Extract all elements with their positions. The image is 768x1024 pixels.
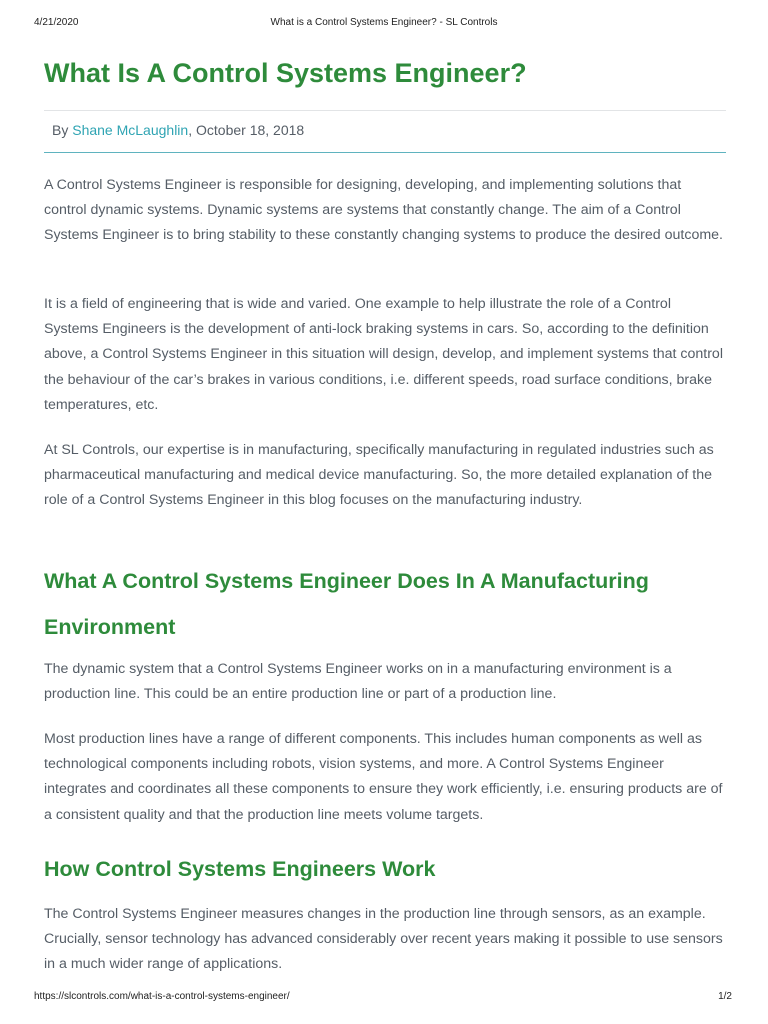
paragraph: The dynamic system that a Control Systems Engineer works on in a manufacturing environment is a production line. This could be an entire production line or part of a production line. [44,661,672,703]
print-footer [34,991,734,1005]
print-url: https://slcontrols.com/what-is-a-control-systems-engineer/ [34,991,290,1002]
page-number: 1/2 [718,991,732,1002]
print-page-title: What is a Control Systems Engineer? - SL Controls [270,17,498,28]
byline-prefix: By [52,122,73,138]
section-heading: How Control Systems Engineers Work [44,857,436,881]
print-header [34,17,734,31]
article-title: What Is A Control Systems Engineer? [44,58,527,88]
author-link[interactable]: Shane McLaughlin [72,122,189,138]
paragraph: The Control Systems Engineer measures changes in the production line through sensors, as an example. Crucially, sensor technology has advanced considerably over recent years making it possible to use sensors in a much wider range of applications. [44,906,723,973]
publish-date: , October 18, 2018 [188,122,305,138]
paragraph: A Control Systems Engineer is responsible for designing, developing, and implementing solutions that control dynamic systems. Dynamic systems are systems that constantly change. The aim of a Control Systems Engineer is to bring stability to these constantly changing systems to produce the desired outcome. [44,177,723,244]
divider [44,152,726,153]
section-heading: What A Control Systems Engineer Does In A Manufacturing Environment [44,569,649,639]
divider [44,110,726,111]
paragraph: At SL Controls, our expertise is in manufacturing, specifically manufacturing in regulated industries such as pharmaceutical manufacturing and medical device manufacturing. So, the more detailed explanation of the role of a Control Systems Engineer in this blog focuses on the manufacturing industry. [44,442,714,509]
paragraph: Most production lines have a range of different components. This includes human components as well as technological components including robots, vision systems, and more. A Control Systems Engineer integrates and coordinates all these components to ensure they work efficiently, i.e. ensuring products are of a consistent quality and that the production line meets volume targets. [44,731,723,823]
paragraph: It is a field of engineering that is wide and varied. One example to help illustrate the role of a Control Systems Engineers is the development of anti-lock braking systems in cars. So, according to the definition above, a Control Systems Engineer in this situation will design, develop, and implement systems that control the behaviour of the car’s brakes in various conditions, i.e. different speeds, road surface conditions, brake temperatures, etc. [44,296,723,413]
byline [52,122,304,138]
print-date: 4/21/2020 [34,17,79,28]
